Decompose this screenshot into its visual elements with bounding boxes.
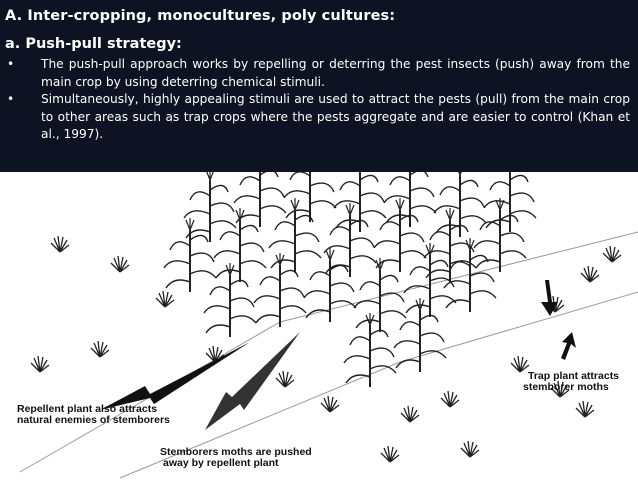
maize-plant — [334, 172, 386, 232]
grass-tuft — [511, 356, 529, 372]
maize-plant — [344, 313, 396, 387]
maize-plant — [444, 238, 496, 312]
grass-tuft — [461, 441, 479, 457]
maize-plant — [474, 198, 526, 272]
grass-tuft — [91, 341, 109, 357]
bullet-text: The push-pull approach works by repelling or deterring the pest insects (push) away from the main crop by using deterring chemical stimuli. — [41, 57, 630, 89]
field-drawing — [0, 172, 638, 479]
maize-plant — [214, 208, 266, 282]
caption-repellent: natural enemies of stemborers — [17, 414, 170, 426]
grass-tuft — [276, 371, 294, 387]
bullet-item — [5, 56, 630, 91]
maize-plant — [269, 198, 321, 272]
caption-repellent: Repellent plant also attracts — [17, 403, 158, 415]
caption-trap: stemborer moths — [523, 381, 609, 393]
caption-pushed: Stemborers moths are pushed — [160, 446, 312, 458]
grass-tuft — [321, 396, 339, 412]
grass-tuft — [111, 256, 129, 272]
maize-plant — [394, 298, 446, 372]
maize-plant — [234, 172, 286, 227]
caption-pushed: away by repellent plant — [163, 457, 279, 469]
bullet-marker: • — [7, 57, 15, 71]
push-pull-illustration — [0, 172, 638, 479]
slide-subheading: a. Push-pull strategy: — [5, 36, 182, 52]
maize-plant — [384, 172, 436, 227]
maize-plant — [324, 203, 376, 277]
maize-plant — [354, 258, 406, 332]
slide-header — [0, 0, 638, 172]
grass-tuft — [603, 246, 621, 262]
grass-tuft — [581, 266, 599, 282]
maize-plant — [484, 172, 536, 232]
maize-plant — [164, 218, 216, 292]
trap-arrow — [561, 332, 576, 360]
grass-tuft — [441, 391, 459, 407]
slide-heading: A. Inter-cropping, monocultures, poly cultures: — [5, 8, 396, 24]
bullet-marker: • — [7, 92, 15, 106]
grass-tuft — [381, 446, 399, 462]
grass-tuft — [51, 236, 69, 252]
maize-plant — [284, 172, 336, 222]
bullet-text: Simultaneously, highly appealing stimuli are used to attract the pests (pull) from the main crop to other areas such as trap crops where the pests aggregate and are easier to control (Khan et al., 1997). — [41, 92, 630, 141]
grass-tuft — [156, 291, 174, 307]
maize-plant — [374, 198, 426, 272]
bullet-item — [5, 91, 630, 144]
grass-tuft — [576, 401, 594, 417]
maize-plant — [434, 172, 486, 237]
grass-tuft — [401, 406, 419, 422]
caption-trap: Trap plant attracts — [528, 370, 620, 382]
grass-tuft — [31, 356, 49, 372]
maize-plant — [304, 248, 356, 322]
